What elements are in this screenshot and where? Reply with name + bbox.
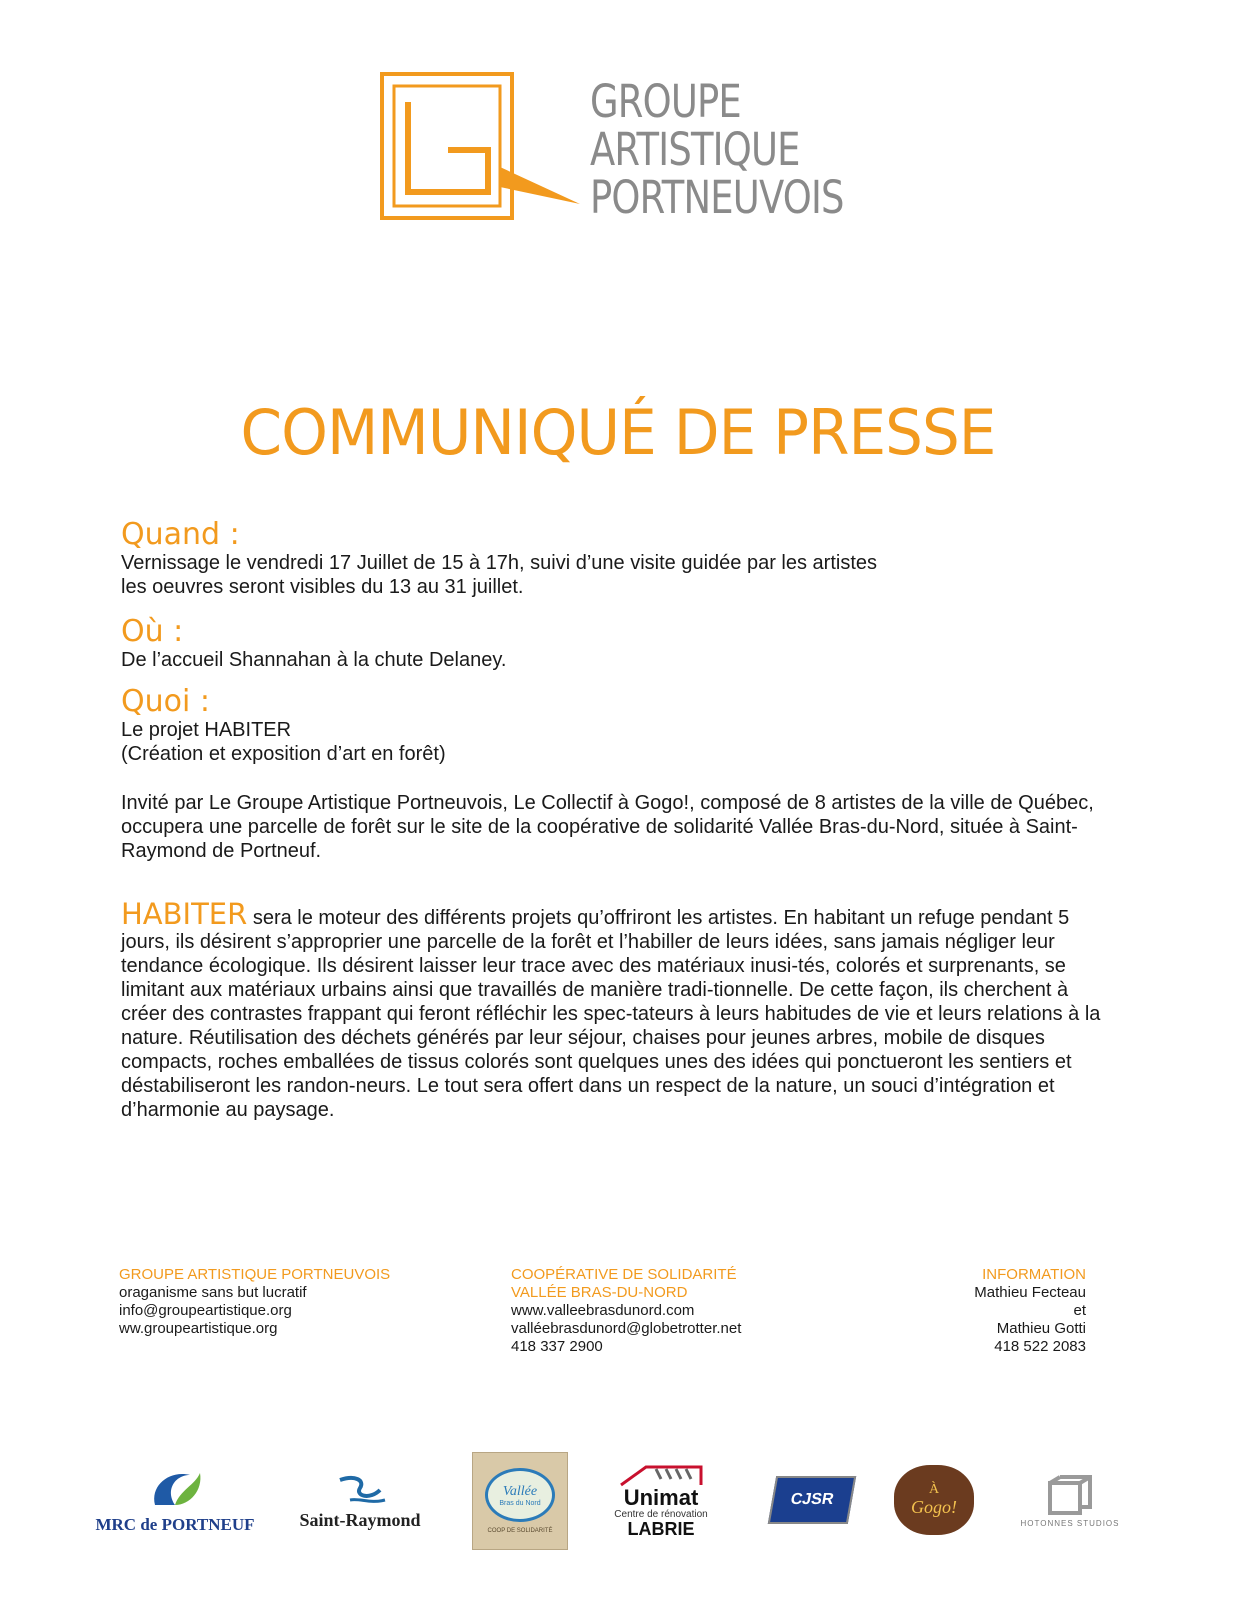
gap-logo [380,72,850,232]
mrc-portneuf-logo: MRC de PORTNEUF [80,1450,270,1550]
cjsr-logo [768,1450,856,1550]
habiter-text: sera le moteur des différents projets qu’offriront les artistes. En habitant un refuge pendant 5 jours, ils désirent s’approprier une parcelle de la forêt et l’habiller de leurs idées, sans jamais négliger leur tendance écologique. Ils désirent laisser leur trace avec des matériaux inusi-tés, colorés et surprenants, se limitant aux matériaux urbains ainsi que travaillés de manière tradi-tionnelle. De cette façon, ils cherchent à créer des contrastes frappant qui feront réfléchir les spec-tateurs à leurs habitudes de vie et leurs relations à la nature. Réutilisation des déchets générés par leur séjour, chaises pour jeunes arbres, mobile de disques compacts, roches emballées de tissus colorés sont quelques unes des idées qui ponctueront les sentiers et déstabiliseront les randon-neurs. Le tout sera offert dans un respect de la nature, un souci d’intégration et d’harmonie au paysage. [121,907,1101,1121]
section-line: De l’accueil Shannahan à la chute Delaney. [121,649,507,671]
hotonnes-studios-logo: HOTONNES STUDIOS [1020,1450,1120,1550]
gogo-badge: À Gogo! [894,1465,974,1535]
habiter-lead: HABITER [121,897,248,931]
footer-email[interactable]: valléebrasdunord@globetrotter.net [511,1320,742,1337]
footer-coop [511,1266,741,1356]
footer-gap [119,1266,390,1338]
vallee-bras-du-nord-logo: Vallée Bras du Nord COOP DE SOLIDARITÉ [472,1452,568,1550]
footer-line: oraganisme sans but lucratif [119,1284,307,1301]
roof-icon [616,1463,706,1487]
section-ou [121,616,1101,672]
footer-phone: 418 337 2900 [511,1338,603,1355]
section-quand [121,519,1101,599]
footer-line: Mathieu Fecteau [974,1284,1086,1301]
gogo-logo [892,1450,976,1550]
section-line: Le projet HABITER [121,719,292,741]
river-icon [330,1470,390,1510]
footer-line: Mathieu Gotti [996,1320,1086,1337]
cjsr-badge: CJSR [768,1476,856,1524]
footer-info [974,1266,1086,1356]
footer-website[interactable]: ww.groupeartistique.org [119,1320,278,1337]
gap-logo-text: GROUPE ARTISTIQUE PORTNEUVOIS [590,75,844,224]
saint-raymond-logo: Saint-Raymond [290,1450,430,1550]
footer-title: INFORMATION [982,1266,1086,1283]
section-line: (Création et exposition d’art en forêt) [121,743,446,765]
gap-logo-mark [380,72,590,232]
section-line: Vernissage le vendredi 17 Juillet de 15 à 17h, suivi d’une visite guidée par les artistes [121,552,878,574]
footer-title: GROUPE ARTISTIQUE PORTNEUVOIS [119,1266,391,1283]
section-line: les oeuvres seront visibles du 13 au 31 juillet. [121,576,524,598]
intro-paragraph: Invité par Le Groupe Artistique Portneuvois, Le Collectif à Gogo!, composé de 8 artistes de la ville de Québec, occupera une parcelle de forêt sur le site de la coopérative de solidarité Vallée Bras-du-Nord, située à Saint-Raymond de Portneuf. [121,792,1094,862]
page-title: COMMUNIQUÉ DE PRESSE [240,396,996,469]
section-heading: Quand : [121,517,240,552]
footer-phone: 418 522 2083 [994,1338,1086,1355]
section-heading: Où : [121,614,184,649]
vallee-emblem: Vallée Bras du Nord [485,1468,555,1522]
footer-title: COOPÉRATIVE DE SOLIDARITÉ [511,1266,737,1283]
cube-icon [1040,1473,1100,1519]
wave-icon [145,1465,205,1515]
habiter-paragraph [121,897,1101,1122]
footer-email[interactable]: info@groupeartistique.org [119,1302,292,1319]
footer-line: et [1073,1302,1086,1319]
section-heading: Quoi : [121,684,210,719]
unimat-labrie-logo: Unimat Centre de rénovation LABRIE [606,1450,716,1550]
footer-website[interactable]: www.valleebrasdunord.com [511,1302,695,1319]
footer-title: VALLÉE BRAS-DU-NORD [511,1284,688,1301]
section-quoi [121,686,1101,766]
